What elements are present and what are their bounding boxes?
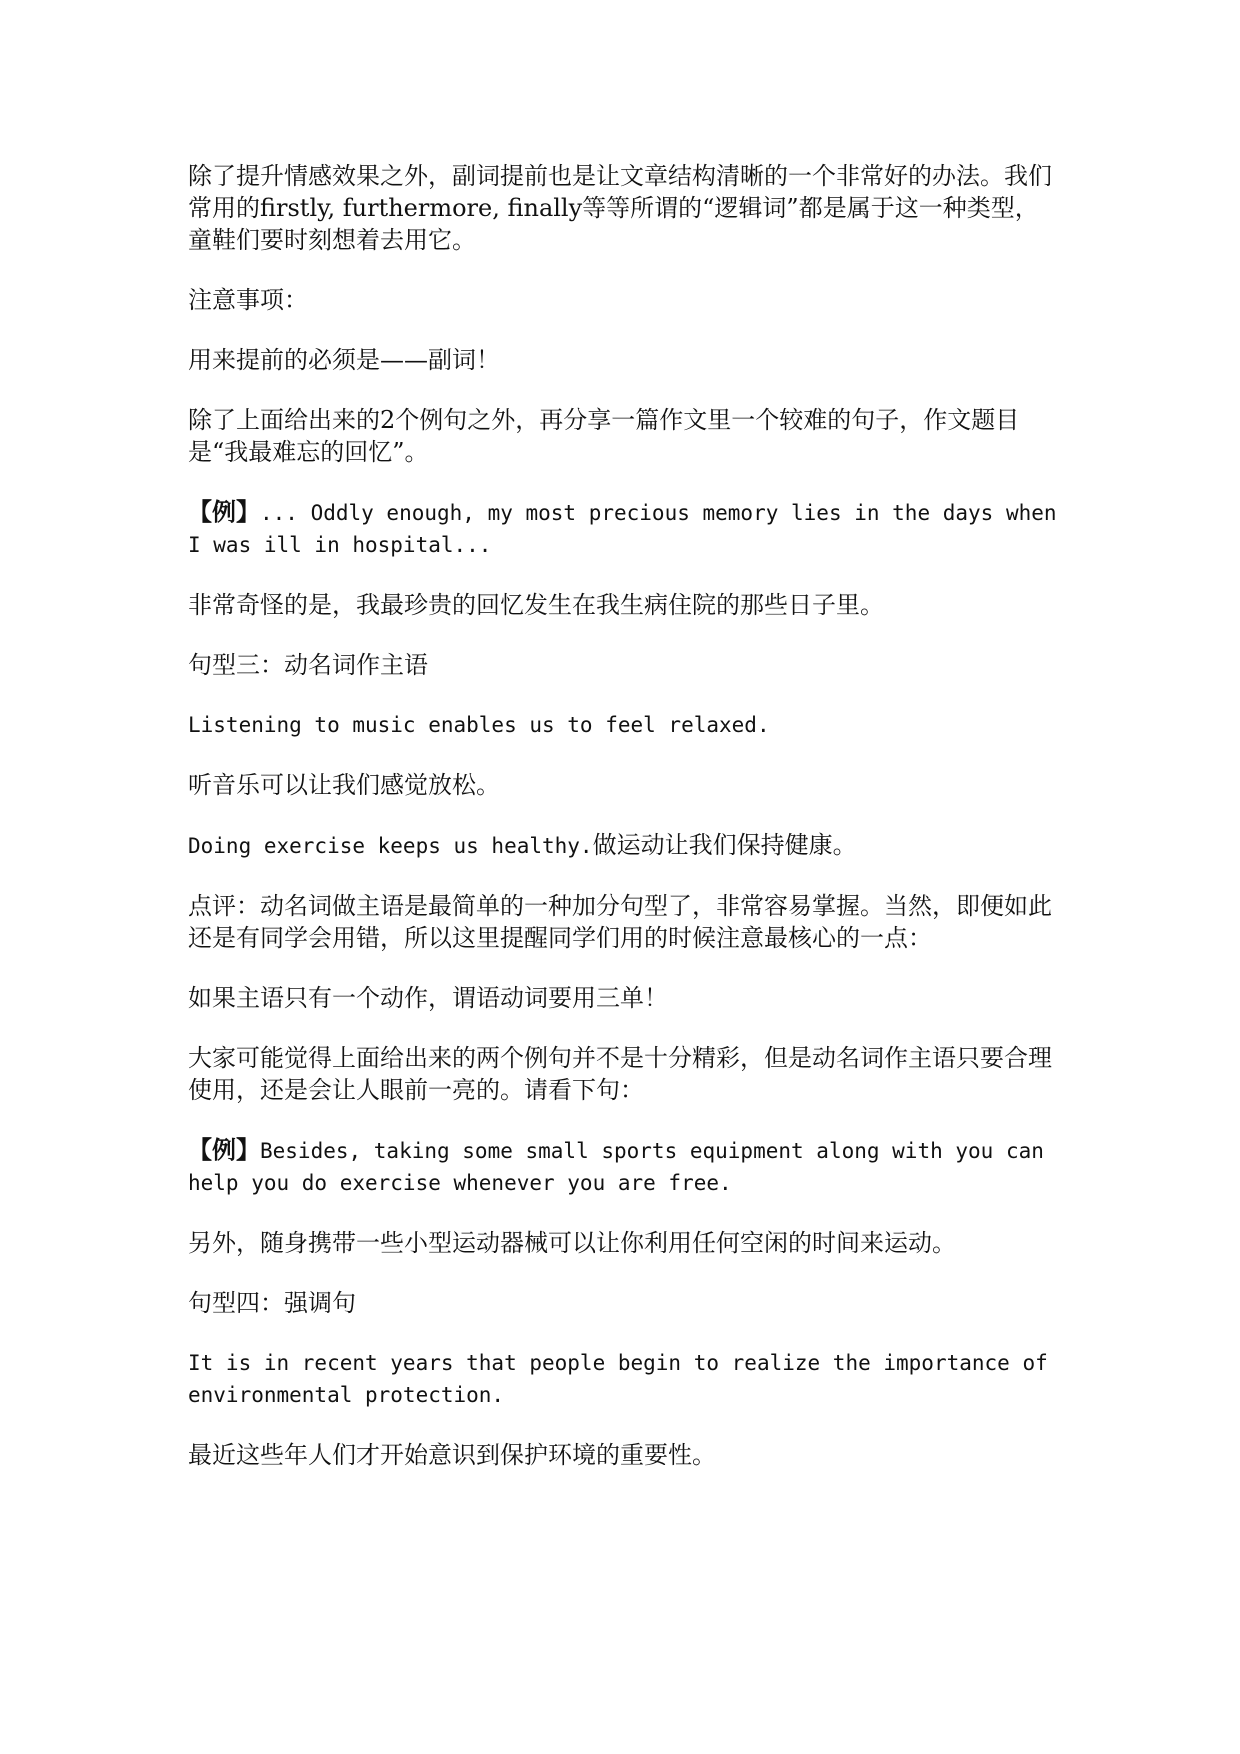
paragraph-emphatic-translation: 最近这些年人们才开始意识到保护环境的重要性。 xyxy=(188,1441,716,1469)
paragraph-commentary-followup: 大家可能觉得上面给出来的两个例句并不是十分精彩，但是动名词作主语只要合理使用，还是会让人眼前一亮的。请看下句： xyxy=(188,1044,1052,1104)
document-body xyxy=(188,160,1058,1499)
paragraph-commentary-rule: 如果主语只有一个动作，谓语动词要用三单！ xyxy=(188,984,668,1012)
example-marker: 【例】 xyxy=(188,1135,260,1164)
heading-pattern-three: 句型三：动名词作主语 xyxy=(188,651,428,679)
paragraph-emphatic-example: It is in recent years that people begin to realize the importance of environmental protection. xyxy=(188,1351,1048,1407)
paragraph-example-intro: 除了上面给出来的2个例句之外，再分享一篇作文里一个较难的句子，作文题目是“我最难忘的回忆”。 xyxy=(188,406,1020,466)
example-marker: 【例】 xyxy=(188,497,260,526)
gerund-example-2-english: Doing exercise keeps us healthy. xyxy=(188,834,593,858)
example-text: ... Oddly enough, my most precious memory lies in the days when I was ill in hospital... xyxy=(188,501,1057,557)
paragraph-example-besides xyxy=(188,1134,1058,1199)
paragraph-gerund-example-2 xyxy=(188,829,1058,862)
paragraph-gerund-translation-1: 听音乐可以让我们感觉放松。 xyxy=(188,771,500,799)
paragraph-example-translation: 非常奇怪的是，我最珍贵的回忆发生在我生病住院的那些日子里。 xyxy=(188,591,884,619)
paragraph-gerund-example-1: Listening to music enables us to feel relaxed. xyxy=(188,713,770,737)
paragraph-example-besides-translation: 另外，随身携带一些小型运动器械可以让你利用任何空闲的时间来运动。 xyxy=(188,1229,956,1257)
paragraph-notes-heading: 注意事项： xyxy=(188,286,308,314)
paragraph-commentary: 点评：动名词做主语是最简单的一种加分句型了，非常容易掌握。当然，即便如此还是有同学会用错，所以这里提醒同学们用的时候注意最核心的一点： xyxy=(188,892,1052,952)
paragraph-adverb-fronting-summary: 除了提升情感效果之外，副词提前也是让文章结构清晰的一个非常好的办法。我们常用的firstly, furthermore, finally等等所谓的“逻辑词”都是属于这一种类型，童鞋们要时刻想着去用它。 xyxy=(188,162,1052,254)
gerund-example-2-chinese: 做运动让我们保持健康。 xyxy=(592,831,857,859)
example-text: Besides, taking some small sports equipment along with you can help you do exercise whenever you are free. xyxy=(188,1139,1044,1195)
paragraph-example-oddly-enough xyxy=(188,496,1058,561)
paragraph-notes-rule: 用来提前的必须是——副词！ xyxy=(188,346,500,374)
heading-pattern-four: 句型四：强调句 xyxy=(188,1289,356,1317)
